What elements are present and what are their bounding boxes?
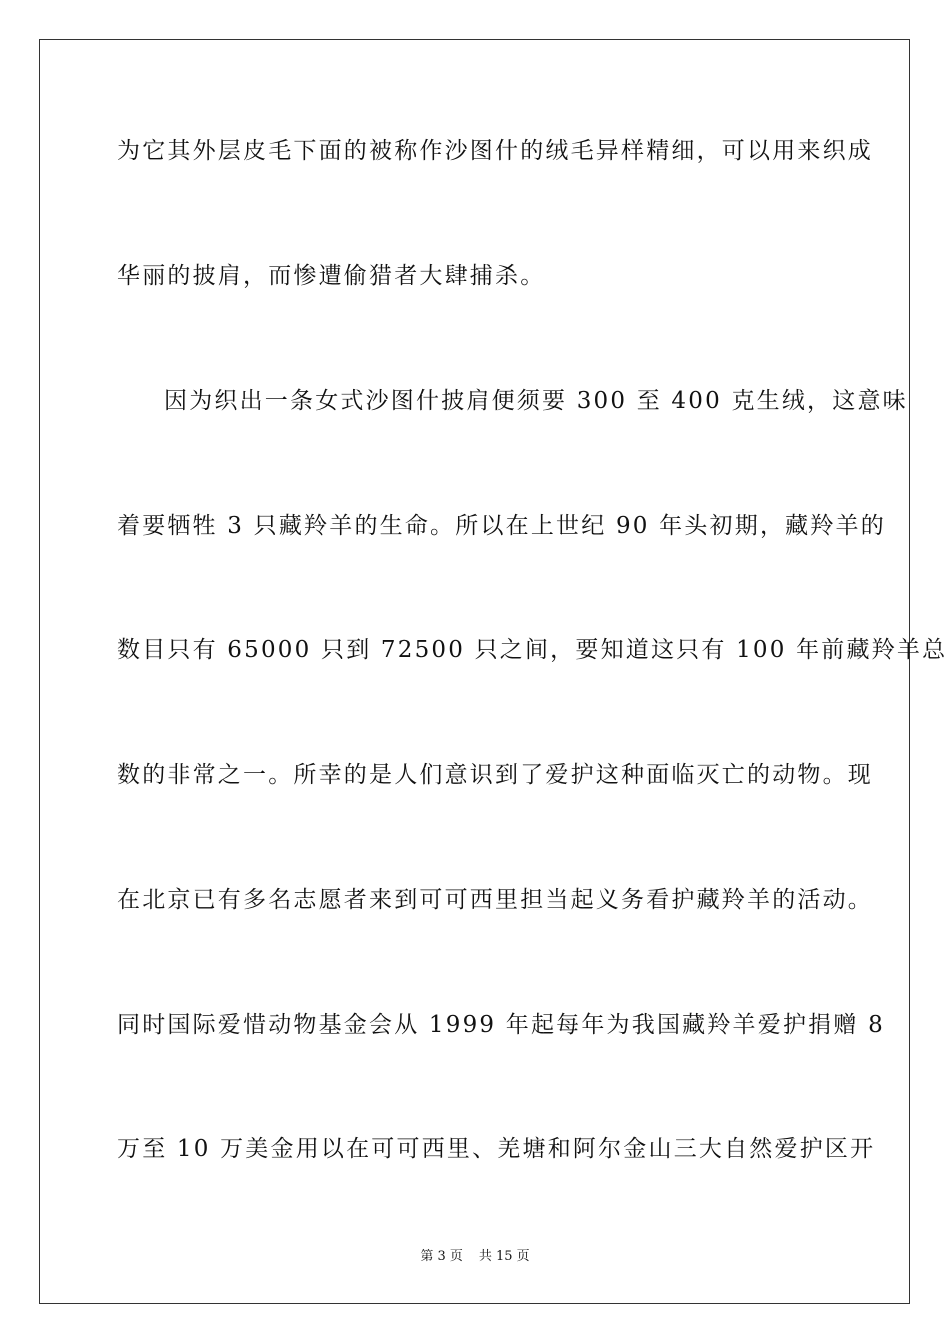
text-line: 万至 10 万美金用以在可可西里、羌塘和阿尔金山三大自然爱护区开 — [117, 1136, 876, 1162]
text-line: 着要牺牲 3 只藏羚羊的生命。所以在上世纪 90 年头初期，藏羚羊的 — [117, 513, 886, 539]
text-line: 华丽的披肩，而惨遭偷猎者大肆捕杀。 — [117, 263, 546, 289]
paragraph-first-line: 因为织出一条女式沙图什披肩便须要 300 至 400 克生绒，这意味 — [164, 388, 908, 414]
text-line: 为它其外层皮毛下面的被称作沙图什的绒毛异样精细，可以用来织成 — [117, 138, 873, 164]
text-line: 同时国际爱惜动物基金会从 1999 年起每年为我国藏羚羊爱护捐赠 8 — [117, 1012, 885, 1038]
text-line: 数目只有 65000 只到 72500 只之间，要知道这只有 100 年前藏羚羊总 — [117, 637, 948, 663]
total-pages: 共 15 页 — [478, 1249, 530, 1264]
text-line: 数的非常之一。所幸的是人们意识到了爱护这种面临灭亡的动物。现 — [117, 762, 873, 788]
text-line: 在北京已有多名志愿者来到可可西里担当起义务看护藏羚羊的活动。 — [117, 887, 873, 913]
page-footer — [0, 1249, 950, 1265]
page-number: 第 3 页 — [420, 1249, 463, 1264]
